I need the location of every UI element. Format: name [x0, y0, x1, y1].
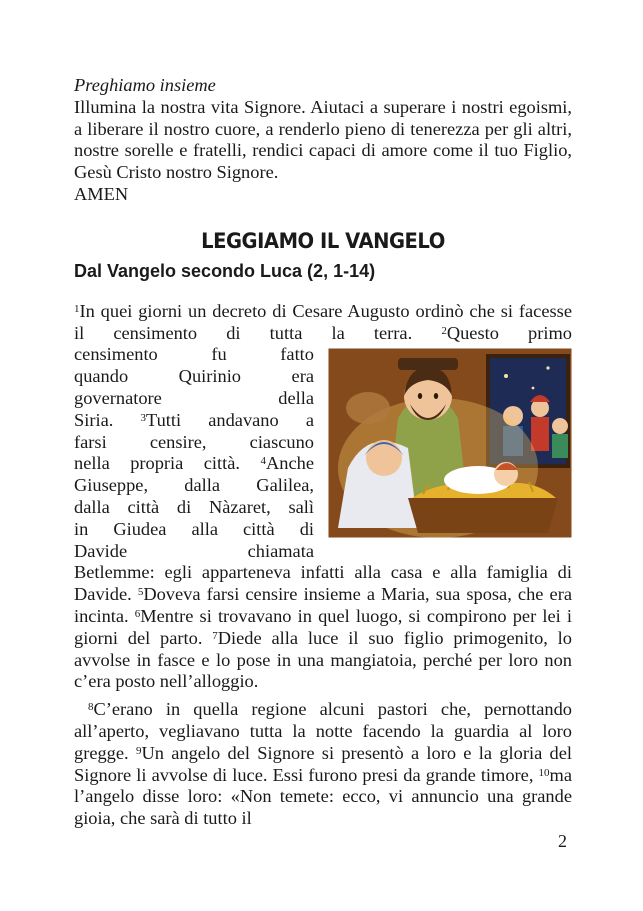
verse-1-block	[74, 301, 572, 345]
section-title: LEGGIAMO IL VANGELO	[201, 228, 445, 253]
verse-number: 9	[135, 744, 142, 757]
verse-number: 7	[212, 629, 218, 642]
verse-number: 8	[88, 701, 94, 714]
verse-number: 4	[260, 455, 266, 468]
verse-text: Siria.	[74, 409, 114, 430]
text-line: Giuseppe, dalla Galilea,	[74, 475, 314, 496]
text-line: dalla città di Nàzaret, salì	[74, 496, 314, 517]
prayer-body	[74, 97, 572, 206]
text-line: Davide chiamata	[74, 540, 314, 561]
verses-4-7-block	[74, 562, 572, 693]
prayer-text: Illumina la nostra vita Signore. Aiutaci a superare i nostri egoismi, a liberare il nostro cuore, a renderlo pieno di tenerezza per gli altri, nostre sorelle e fratelli, rendici capaci di amore come il tuo Figlio, Gesù Cristo nostro Signore.	[74, 96, 572, 183]
verse-text: In quei giorni un decreto di Cesare Augusto ordinò che si facesse il censimento di tutta la terra.	[74, 300, 572, 343]
verse-text: Diede alla luce il suo figlio primogenito, lo avvolse in fasce e lo pose in una mangiatoia, perché per loro non c’era posto nell’alloggio.	[74, 627, 572, 692]
gospel-text	[74, 301, 572, 830]
verses-8-10-block	[74, 699, 572, 830]
verse-text: ma l’angelo disse loro: «Non temete: ecco, vi annuncio una grande gioia, che sarà di tutto il	[74, 764, 572, 829]
page-content	[74, 75, 572, 830]
text-line: quando Quirinio era	[74, 366, 314, 387]
verse-text: Questo primo	[446, 322, 572, 343]
verse-number: 5	[137, 586, 144, 599]
verse-text: Tutti andavano a	[145, 409, 314, 430]
prayer-amen: AMEN	[74, 183, 129, 204]
verse-text: nella propria città.	[74, 453, 241, 474]
verse-number: 3	[140, 411, 146, 424]
verse-number: 1	[74, 302, 80, 315]
gospel-source: Dal Vangelo secondo Luca (2, 1-14)	[74, 260, 376, 281]
verse-text: Betlemme: egli apparteneva infatti alla casa e alla famiglia di Davide.	[74, 562, 572, 605]
prayer-heading: Preghiamo insieme	[74, 75, 216, 95]
verse-text: Mentre si trovavano in quel luogo, si compirono per lei i giorni del parto.	[74, 605, 572, 648]
text-line: farsi censire, ciascuno	[74, 431, 314, 452]
verse-text: Doveva farsi censire insieme a Maria, sua sposa, che era incinta.	[74, 584, 572, 626]
verse-number: 2	[441, 324, 447, 337]
text-line: in Giudea alla città di	[74, 518, 314, 539]
verse-text: C’erano in quella regione alcuni pastori che, pernottando all’aperto, vegliavano tutta la notte facendo la guardia al loro gregge.	[74, 699, 572, 763]
text-line: governatore della	[74, 387, 314, 408]
nativity-illustration-icon	[328, 348, 572, 538]
page-number: 2	[558, 831, 567, 851]
verse-number: 10	[538, 766, 550, 779]
verse-text: Un angelo del Signore si presentò a loro e la gloria del Signore li avvolse di luce. Essi furono presi da grande timore,	[74, 742, 572, 785]
verse-number: 6	[134, 607, 141, 620]
verse-text: Anche	[266, 453, 314, 474]
text-line: censimento fu fatto	[74, 344, 314, 365]
